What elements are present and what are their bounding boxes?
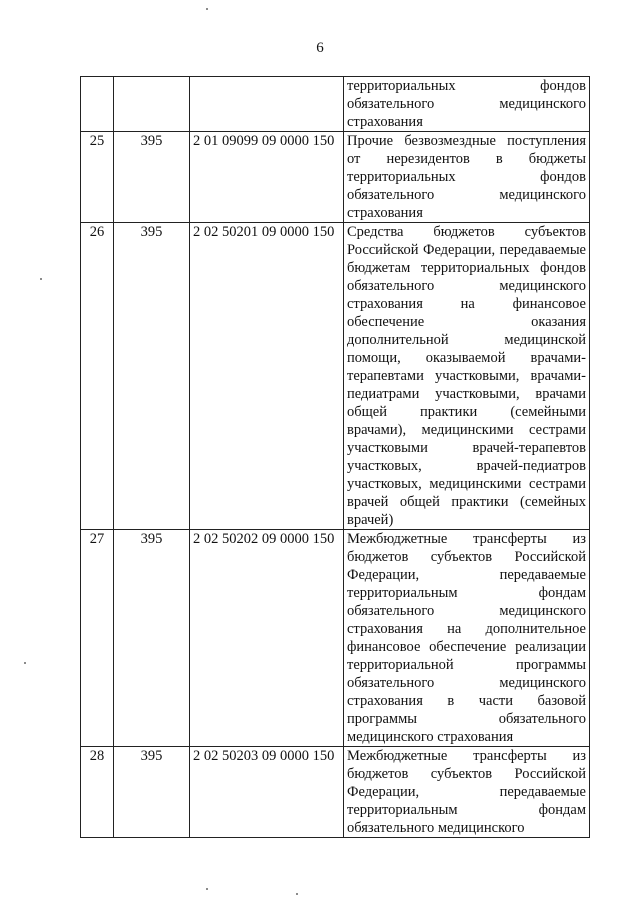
- revenue-codes-table: [80, 76, 590, 838]
- table-row: [81, 132, 590, 223]
- budget-code-cell: [190, 77, 344, 132]
- revenue-name-text: Межбюджетные трансферты из бюджетов субъектов Российской Федерации, передаваемые территориальным фондам обязательного медицинского страхования на дополнительное финансовое обеспечение реализации территориальной программы обязательного медицинского страхования в части базовой программы обязательного медицинского страхования: [347, 531, 586, 745]
- revenue-name-cell: [344, 132, 590, 223]
- table-row: [81, 747, 590, 838]
- row-number-cell: [81, 77, 114, 132]
- scan-speck: [24, 662, 26, 664]
- admin-code-cell: 395: [114, 747, 190, 838]
- revenue-name-cell: [344, 223, 590, 530]
- admin-code-cell: 395: [114, 530, 190, 747]
- revenue-name-cell: [344, 77, 590, 132]
- row-number-cell: 26: [81, 223, 114, 530]
- scan-speck: [40, 278, 42, 280]
- scan-speck: [206, 8, 208, 10]
- revenue-name-cell: [344, 530, 590, 747]
- budget-code-cell: 2 01 09099 09 0000 150: [190, 132, 344, 223]
- admin-code-cell: [114, 77, 190, 132]
- row-number-cell: 25: [81, 132, 114, 223]
- page-number: 6: [316, 40, 324, 56]
- row-number-cell: 28: [81, 747, 114, 838]
- revenue-name-text: Прочие безвозмездные поступления от нерезидентов в бюджеты территориальных фондов обязательного медицинского страхования: [347, 133, 586, 221]
- revenue-name-cell: [344, 747, 590, 838]
- admin-code-cell: 395: [114, 132, 190, 223]
- table-body: [81, 77, 590, 838]
- scan-speck: [296, 893, 298, 895]
- row-number-cell: 27: [81, 530, 114, 747]
- table-row: [81, 530, 590, 747]
- budget-code-cell: 2 02 50202 09 0000 150: [190, 530, 344, 747]
- table-row: [81, 77, 590, 132]
- revenue-name-text: Межбюджетные трансферты из бюджетов субъектов Российской Федерации, передаваемые территориальным фондам обязательного медицинского: [347, 748, 586, 836]
- table-row: [81, 223, 590, 530]
- revenue-name-text: Средства бюджетов субъектов Российской Федерации, передаваемые бюджетам территориальных фондов обязательного медицинского страхования на финансовое обеспечение оказания дополнительной медицинской помощи, оказываемой врачами-терапевтами участковыми, врачами-педиатрами участковыми, врачами общей практики (семейными врачами), медицинскими сестрами участковыми врачей-терапевтов участковых, врачей-педиатров участковых, медицинскими сестрами врачей общей практики (семейных врачей): [347, 224, 586, 528]
- scan-speck: [206, 888, 208, 890]
- admin-code-cell: 395: [114, 223, 190, 530]
- budget-code-cell: 2 02 50201 09 0000 150: [190, 223, 344, 530]
- revenue-name-text: территориальных фондов обязательного медицинского страхования: [347, 78, 586, 130]
- budget-code-cell: 2 02 50203 09 0000 150: [190, 747, 344, 838]
